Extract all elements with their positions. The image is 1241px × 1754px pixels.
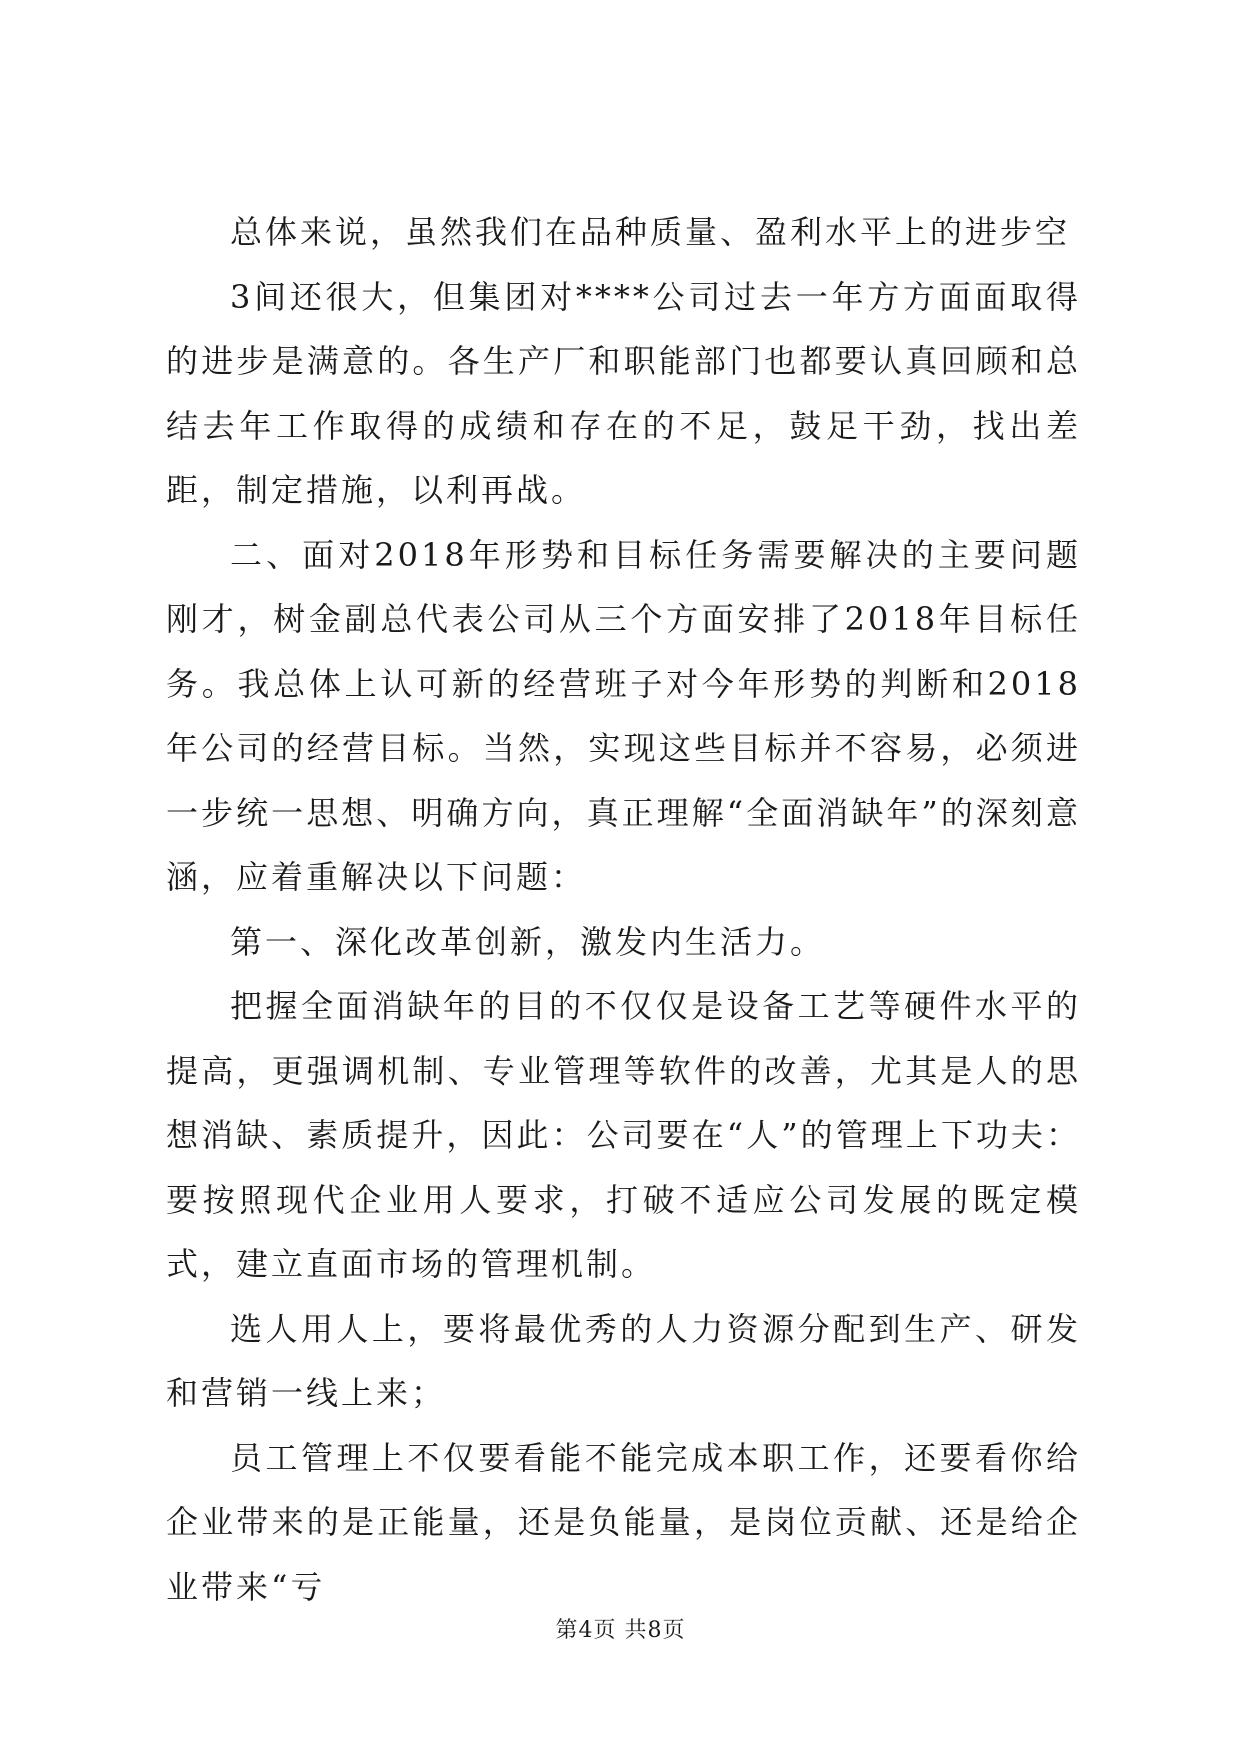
paragraph: 二、面对2018年形势和目标任务需要解决的主要问题刚才，树金副总代表公司从三个方面安排了2018年目标任务。我总体上认可新的经营班子对今年形势的判断和2018年公司的经营目标。当然，实现这些目标并不容易，必须进一步统一思想、明确方向，真正理解“全面消缺年”的深刻意涵，应着重解决以下问题：: [166, 535, 1081, 896]
paragraph: 选人用人上，要将最优秀的人力资源分配到生产、研发和营销一线上来；: [166, 1309, 1081, 1412]
paragraph: 把握全面消缺年的目的不仅仅是设备工艺等硬件水平的提高，更强调机制、专业管理等软件的改善，尤其是人的思想消缺、素质提升，因此：公司要在“人”的管理上下功夫：要按照现代企业用人要求，打破不适应公司发展的既定模式，建立直面市场的管理机制。: [166, 987, 1081, 1283]
paragraph: 3间还很大，但集团对****公司过去一年方方面面取得的进步是满意的。各生产厂和职能部门也都要认真回顾和总结去年工作取得的成绩和存在的不足，鼓足干劲，找出差距，制定措施，以利再战。: [166, 277, 1081, 509]
document-body: [166, 200, 1081, 1619]
paragraph: 第一、深化改革创新，激发内生活力。: [230, 922, 826, 961]
paragraph: 员工管理上不仅要看能不能完成本职工作，还要看你给企业带来的是正能量，还是负能量，是岗位贡献、还是给企业带来“亏: [166, 1438, 1081, 1606]
page-number-footer: 第4页 共8页: [555, 1618, 686, 1643]
paragraph: 总体来说，虽然我们在品种质量、盈利水平上的进步空: [230, 213, 1071, 251]
